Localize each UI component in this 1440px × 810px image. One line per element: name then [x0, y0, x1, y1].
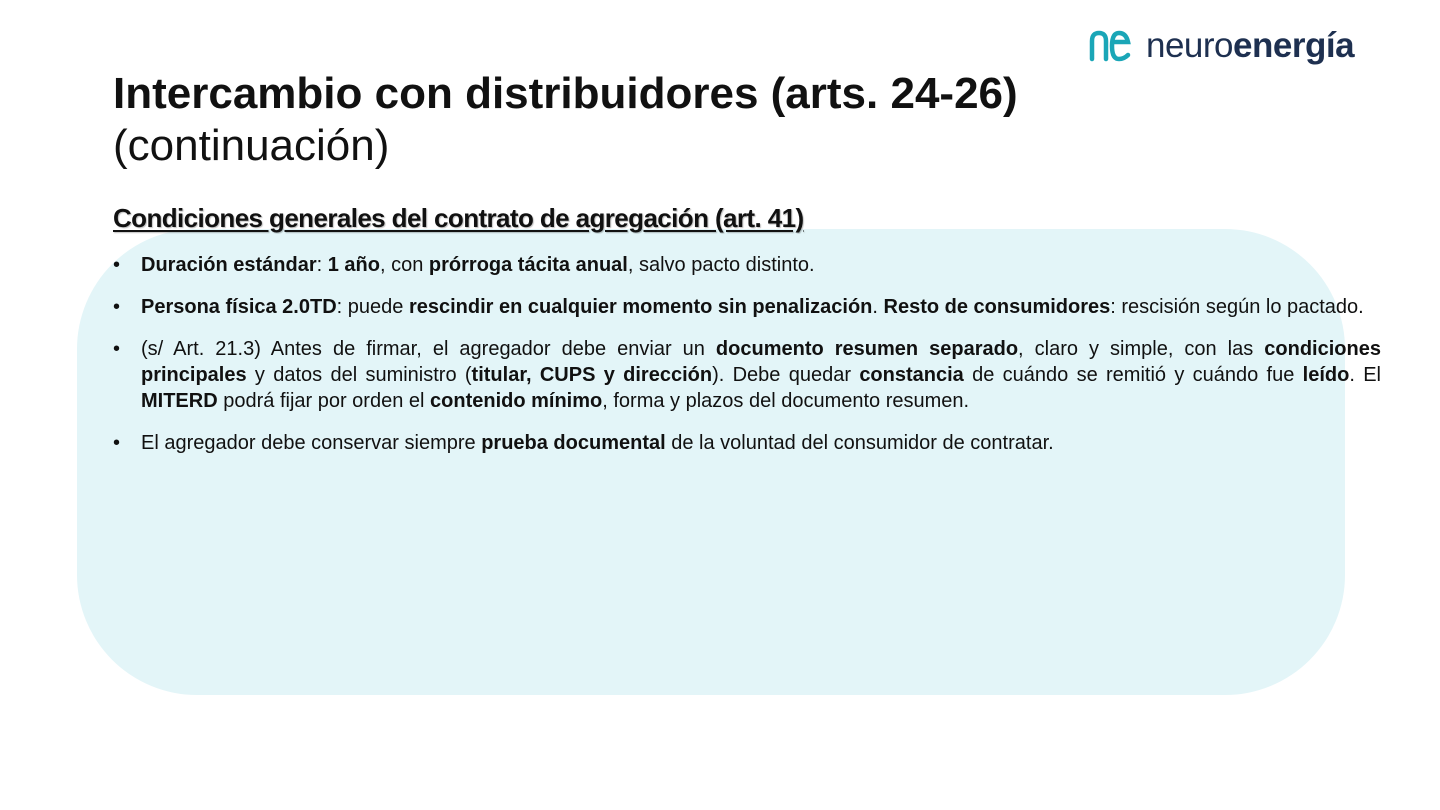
- bullet-dot: •: [113, 432, 121, 454]
- bullet-text-bold: Persona física 2.0TD: [141, 296, 337, 318]
- brand-logo: [1088, 24, 1354, 66]
- bullet-text-bold: titular, CUPS y dirección: [471, 364, 713, 386]
- bullet-text: :: [316, 254, 328, 276]
- logo-wordmark: [1146, 25, 1355, 65]
- bullet-text-bold: 1 año: [327, 254, 380, 276]
- bullet-text: , claro y simple, con las: [1018, 338, 1265, 360]
- bullet-text: (s/ Art. 21.3) Antes de firmar, el agregador debe enviar un: [141, 338, 716, 360]
- page-title-line2: (continuación): [113, 121, 390, 170]
- logo-wordmark-part1: neuro: [1146, 25, 1234, 65]
- bullet-text-bold: prueba documental: [481, 432, 666, 454]
- logo-wordmark-part2: energía: [1233, 25, 1355, 65]
- bullet-text: , salvo pacto distinto.: [627, 254, 815, 276]
- bullet-text-bold: Duración estándar: [141, 254, 317, 276]
- bullet-item: [113, 430, 1381, 456]
- bullet-text: ). Debe quedar: [712, 364, 860, 386]
- bullet-text-bold: rescindir en cualquier momento sin penalización: [408, 296, 873, 318]
- bullet-text: podrá fijar por orden el: [217, 390, 431, 412]
- bullet-text-bold: Resto de consumidores: [883, 296, 1111, 318]
- bullet-text-bold: leído: [1302, 364, 1350, 386]
- bullet-dot: •: [113, 254, 121, 276]
- bullet-item: [113, 252, 1381, 278]
- bullet-text: , forma y plazos del documento resumen.: [602, 390, 970, 412]
- bullet-text-bold: documento resumen separado: [715, 338, 1019, 360]
- bullet-text: El agregador debe conservar siempre: [141, 432, 482, 454]
- bullet-item: [113, 294, 1381, 320]
- bullet-text: . El: [1349, 364, 1381, 386]
- bullet-text: .: [872, 296, 884, 318]
- bullet-list: [113, 252, 1381, 472]
- bullet-text: : rescisión según lo pactado.: [1110, 296, 1364, 318]
- bullet-item: [113, 336, 1381, 414]
- bullet-text-bold: MITERD: [141, 390, 218, 412]
- section-subtitle: Condiciones generales del contrato de agregación (art. 41): [113, 203, 804, 233]
- bullet-text-bold: prórroga tácita anual: [428, 254, 628, 276]
- page-title: [113, 68, 1263, 172]
- bullet-text: y datos del suministro (: [246, 364, 472, 386]
- bullet-text: de la voluntad del consumidor de contratar.: [665, 432, 1054, 454]
- logo-mark-icon: [1088, 27, 1132, 63]
- bullet-text-bold: condiciones principales: [141, 338, 1381, 386]
- bullet-dot: •: [113, 338, 121, 360]
- bullet-text: : puede: [336, 296, 409, 318]
- bullet-dot: •: [113, 296, 121, 318]
- page-title-line1: Intercambio con distribuidores (arts. 24-26): [113, 69, 1018, 118]
- bullet-text-bold: contenido mínimo: [430, 390, 603, 412]
- bullet-text: de cuándo se remitió y cuándo fue: [963, 364, 1303, 386]
- bullet-text-bold: constancia: [859, 364, 964, 386]
- bullet-text: , con: [379, 254, 429, 276]
